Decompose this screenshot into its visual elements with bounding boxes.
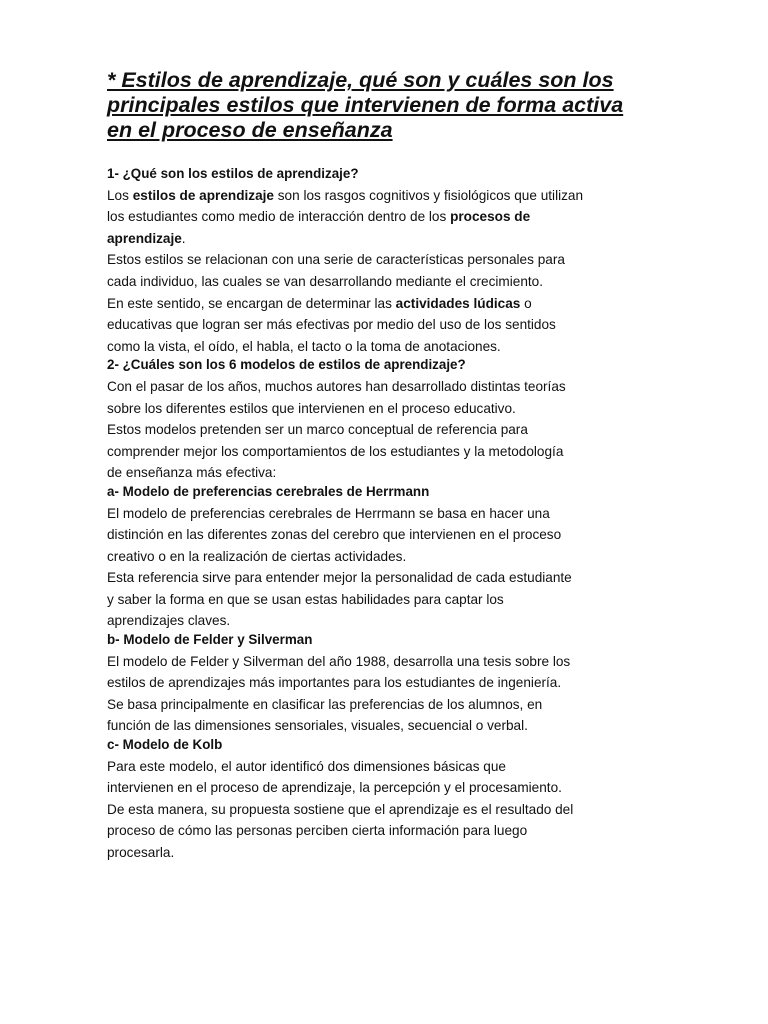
bold-term: estilos de aprendizaje: [132, 187, 274, 203]
text-run: son los rasgos cognitivos y fisiológicos que utilizan: [273, 187, 584, 203]
text-run: .: [181, 230, 186, 246]
paragraph-line: comprender mejor los comportamientos de los estudiantes y la metodología: [107, 443, 564, 459]
paragraph-line: Estos modelos pretenden ser un marco conceptual de referencia para: [107, 422, 528, 438]
paragraph-line: función de las dimensiones sensoriales, visuales, secuencial o verbal.: [107, 718, 528, 734]
document-page: [107, 68, 662, 864]
section-heading-c: c- Modelo de Kolb: [107, 737, 223, 753]
bold-term: aprendizaje: [107, 230, 182, 246]
paragraph-line: [107, 185, 662, 207]
paragraph-line: procesarla.: [107, 845, 175, 860]
paragraph-line: Esta referencia sirve para entender mejor la personalidad de cada estudiante: [107, 570, 572, 586]
bold-term: actividades lúdicas: [395, 295, 521, 311]
document-title: [107, 68, 662, 143]
title-line: * Estilos de aprendizaje, qué son y cuáles son los: [107, 68, 614, 92]
paragraph-line: De esta manera, su propuesta sostiene que el aprendizaje es el resultado del: [107, 801, 574, 817]
bold-term: procesos de: [450, 209, 531, 225]
paragraph-line: creativo o en la realización de ciertas actividades.: [107, 548, 407, 564]
paragraph-line: Se basa principalmente en clasificar las preferencias de los alumnos, en: [107, 696, 543, 712]
paragraph-line: intervienen en el proceso de aprendizaje, la percepción y el procesamiento.: [107, 780, 562, 796]
section-heading-q1: 1- ¿Qué son los estilos de aprendizaje?: [107, 166, 359, 181]
section-heading-q2: 2- ¿Cuáles son los 6 modelos de estilos de aprendizaje?: [107, 357, 466, 373]
paragraph-line: [107, 228, 662, 250]
paragraph-line: estilos de aprendizajes más importantes para los estudiantes de ingeniería.: [107, 675, 562, 691]
paragraph-line: distinción en las diferentes zonas del cerebro que intervienen en el proceso: [107, 527, 562, 543]
paragraph-line: Estos estilos se relacionan con una serie de características personales para: [107, 252, 565, 268]
paragraph-line: como la vista, el oído, el habla, el tacto o la toma de anotaciones.: [107, 338, 501, 354]
paragraph-line: [107, 206, 662, 228]
paragraph-line: de enseñanza más efectiva:: [107, 465, 277, 481]
text-run: En este sentido, se encargan de determinar las: [107, 295, 396, 311]
paragraph-line: sobre los diferentes estilos que intervienen en el proceso educativo.: [107, 400, 516, 416]
document-body: [107, 163, 662, 864]
text-run: o: [520, 295, 532, 311]
title-line: principales estilos que intervienen de forma activa: [107, 93, 624, 117]
paragraph-line: Para este modelo, el autor identificó dos dimensiones básicas que: [107, 758, 506, 774]
paragraph-line: El modelo de preferencias cerebrales de Herrmann se basa en hacer una: [107, 505, 550, 521]
paragraph-line: educativas que logran ser más efectivas por medio del uso de los sentidos: [107, 317, 556, 333]
paragraph-line: y saber la forma en que se usan estas habilidades para captar los: [107, 591, 504, 607]
paragraph-line: [107, 293, 662, 315]
text-run: Los: [107, 187, 133, 203]
paragraph-line: aprendizajes claves.: [107, 613, 231, 629]
title-line: en el proceso de enseñanza: [107, 118, 393, 142]
paragraph-line: cada individuo, las cuales se van desarrollando mediante el crecimiento.: [107, 273, 544, 289]
paragraph-line: Con el pasar de los años, muchos autores han desarrollado distintas teorías: [107, 378, 566, 394]
paragraph-line: El modelo de Felder y Silverman del año 1988, desarrolla una tesis sobre los: [107, 653, 571, 669]
text-run: los estudiantes como medio de interacción dentro de los: [107, 209, 451, 225]
section-heading-a: a- Modelo de preferencias cerebrales de Herrmann: [107, 483, 430, 499]
paragraph-line: proceso de cómo las personas perciben cierta información para luego: [107, 823, 528, 839]
section-heading-b: b- Modelo de Felder y Silverman: [107, 632, 313, 648]
